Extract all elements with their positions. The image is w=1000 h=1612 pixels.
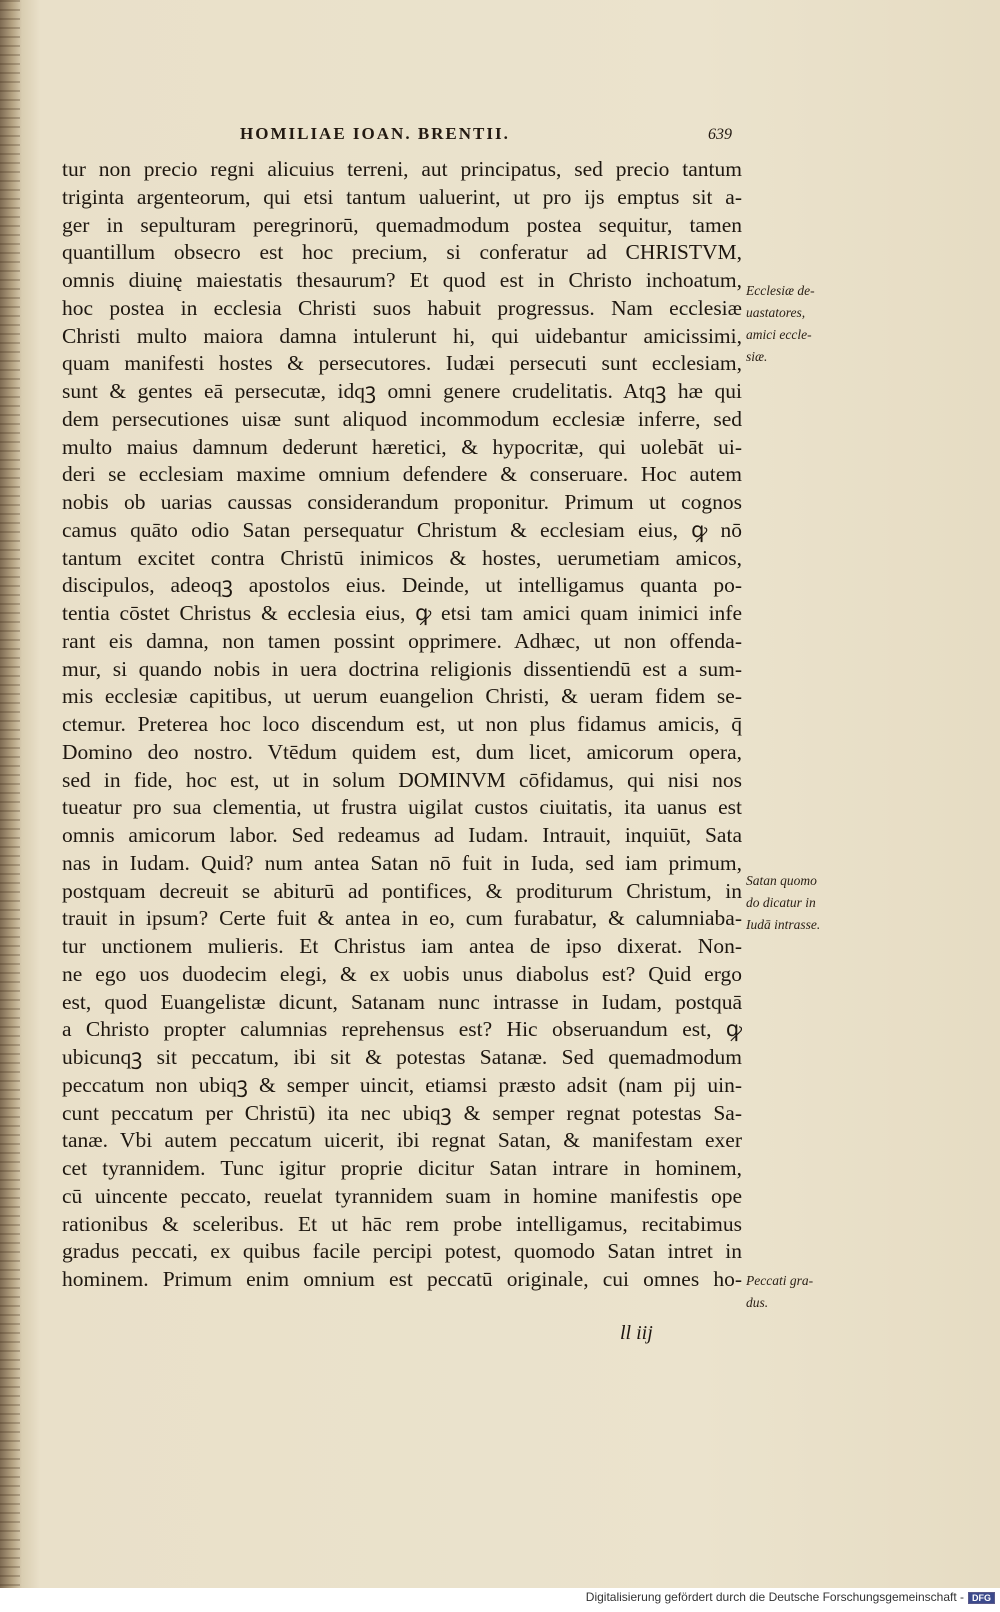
text-line: sed in fide, hoc est, ut in solum DOMINVM cōfidamus, qui nisi nos <box>62 767 742 792</box>
text-line: nobis ob uarias caussas considerandum proponitur. Primum ut cognos <box>62 490 742 514</box>
catchword: ll iij <box>620 1322 653 1344</box>
text-line: ubicunqꝫ sit peccatum, ibi sit & potestas Satanæ. Sed quemadmodum <box>62 1045 742 1069</box>
text-line: omnis diuinę maiestatis thesaurum? Et quod est in Christo inchoatum, <box>62 268 742 292</box>
marginal-note-peccati <box>746 1270 846 1314</box>
text-line: tur non precio regni alicuius terreni, aut principatus, sed precio tantum <box>62 157 742 181</box>
text-line: Christi multo maiora damna intulerunt hi, qui uidebantur amicissimi, <box>62 323 742 348</box>
text-line: omnis amicorum labor. Sed redeamus ad Iudam. Intrauit, inquiūt, Sata <box>62 823 742 847</box>
marginal-note-line: siæ. <box>746 349 768 364</box>
text-line: tur unctionem mulieris. Et Christus iam antea de ipso dixerat. Non- <box>62 934 742 958</box>
text-line: camus quāto odio Satan persequatur Christum & ecclesiam eius, ꝙ nō <box>62 517 742 542</box>
text-line: ne ego uos duodecim elegi, & ex uobis unus diabolus est? Quid ergo <box>62 961 742 986</box>
marginal-note-line: Satan quomo <box>746 873 817 888</box>
page-header <box>0 124 1000 150</box>
text-line: hoc postea in ecclesia Christi suos habuit progressus. Nam ecclesiæ <box>62 295 742 320</box>
text-line: tentia cōstet Christus & ecclesia eius, ꝙ etsi tam amici quam inimici infe <box>62 601 742 625</box>
text-line: discipulos, adeoqꝫ apostolos eius. Deinde, ut intelligamus quanta po- <box>62 573 742 598</box>
marginal-note-line: uastatores, <box>746 305 806 320</box>
text-line: Domino deo nostro. Vtēdum quidem est, dum licet, amicorum opera, <box>62 739 742 764</box>
marginal-note-line: Iudā intrasse. <box>746 917 821 932</box>
text-line: quam manifesti hostes & persecutores. Iudæi persecuti sunt ecclesiam, <box>62 351 742 376</box>
text-line: triginta argenteorum, qui etsi tantum ualuerint, ut pro ijs emptus sit a- <box>62 184 742 209</box>
text-line: mur, si quando nobis in uera doctrina religionis dissentiendū est a sum- <box>62 656 742 681</box>
text-line: tantum excitet contra Christū inimicos & hostes, uerumetiam amicos, <box>62 545 742 570</box>
text-line: multo maius damnum dederunt hæretici, & hypocritæ, qui uolebāt ui- <box>62 434 742 459</box>
marginal-note-line: do dicatur in <box>746 895 816 910</box>
text-line: dem persecutiones uisæ sunt aliquod incommodum ecclesiæ inferre, sed <box>62 406 742 431</box>
body-text-block <box>62 156 742 1294</box>
text-line: tanæ. Vbi autem peccatum uicerit, ibi regnat Satan, & manifestam exer <box>62 1128 742 1153</box>
marginal-note-line: Peccati gra- <box>746 1273 814 1288</box>
text-line: gradus peccati, ex quibus facile percipi potest, quomodo Satan intret in <box>62 1239 742 1264</box>
marginal-note-line: dus. <box>746 1295 769 1310</box>
text-line: cunt peccatum per Christū) ita nec ubiqꝫ & semper regnat potestas Sa- <box>62 1100 742 1125</box>
text-line: quantillum obsecro est hoc precium, si conferatur ad CHRISTVM, <box>62 240 742 265</box>
text-line: cet tyrannidem. Tunc igitur proprie dicitur Satan intrare in hominem, <box>62 1156 742 1180</box>
text-line: a Christo propter calumnias reprehensus est? Hic obseruandum est, ꝙ <box>62 1017 742 1042</box>
marginal-note-line: Ecclesiæ de- <box>746 283 815 298</box>
running-title: HOMILIAE IOAN. BRENTII. <box>240 124 510 143</box>
text-line: trauit in ipsum? Certe fuit & antea in eo, cum furabatur, & calumniaba- <box>62 906 742 931</box>
text-line: est, quod Euangelistæ dicunt, Satanam nunc intrasse in Iudam, postquā <box>62 989 742 1014</box>
text-line: tueatur pro sua clementia, ut frustra uigilat custos ciuitatis, ita uanus est <box>62 795 742 820</box>
digitization-credit <box>0 1590 995 1604</box>
credit-text: Digitalisierung gefördert durch die Deutsche Forschungsgemeinschaft - <box>585 1590 964 1604</box>
marginal-note-satan <box>746 870 846 936</box>
text-line: ctemur. Preterea hoc loco discendum est, ut non plus fidamus amicis, q̄ <box>62 712 742 736</box>
text-line: rant eis damna, non tamen possint opprimere. Adhæc, ut non offenda- <box>62 628 742 653</box>
text-line: sunt & gentes eā persecutæ, idqꝫ omni genere crudelitatis. Atqꝫ hæ qui <box>62 379 742 403</box>
text-line: ger in sepulturam peregrinorū, quemadmodum postea sequitur, tamen <box>62 212 742 237</box>
marginal-note-ecclesiae <box>746 280 846 368</box>
text-line: deri se ecclesiam maxime omnium defendere & conseruare. Hoc autem <box>62 462 742 487</box>
dfg-logo: DFG <box>968 1592 995 1604</box>
text-line: mis ecclesiæ capitibus, ut uerum euangelion Christi, & ueram fidem se- <box>62 684 742 709</box>
text-line: cū uincente peccato, reuelat tyrannidem suam in homine manifestis ope <box>62 1183 742 1208</box>
text-line: postquam decreuit se abiturū ad pontifices, & proditurum Christum, in <box>62 878 742 903</box>
text-line: peccatum non ubiqꝫ & semper uincit, etiamsi præsto adsit (nam pij uin- <box>62 1072 742 1097</box>
page-number: 639 <box>708 126 732 143</box>
text-line: rationibus & sceleribus. Et ut hāc rem probe intelligamus, recitabimus <box>62 1211 742 1236</box>
marginal-note-line: amici eccle- <box>746 327 812 342</box>
text-line: hominem. Primum enim omnium est peccatū originale, cui omnes ho- <box>62 1267 742 1291</box>
text-line: nas in Iudam. Quid? num antea Satan nō fuit in Iuda, sed iam primum, <box>62 850 742 875</box>
